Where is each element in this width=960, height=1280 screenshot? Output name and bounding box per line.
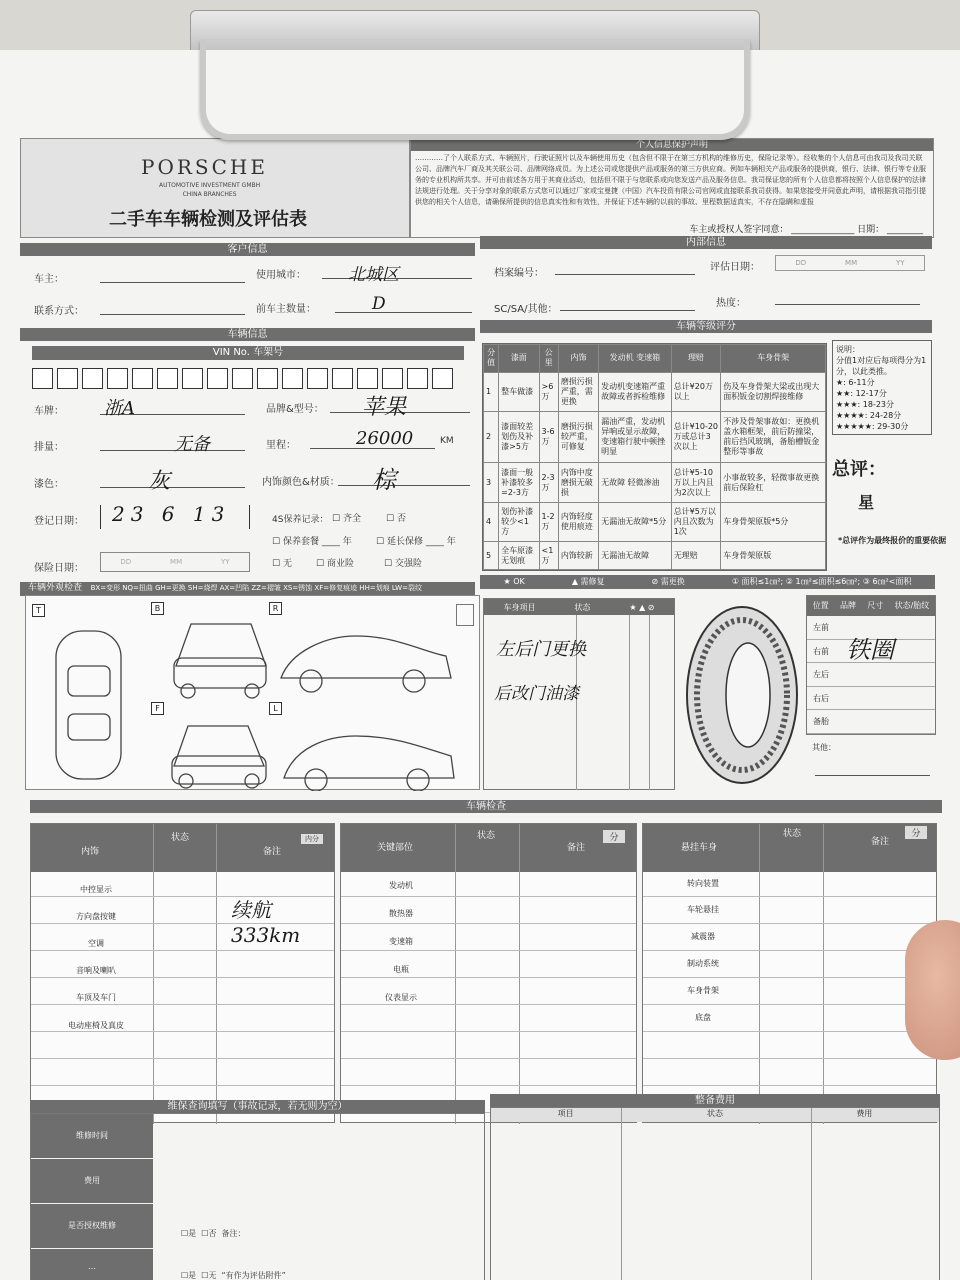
maintenance-header: 维保查询填写（事故记录，若无则为空） <box>30 1100 485 1113</box>
check-row-line <box>31 1085 334 1086</box>
check-item: 电瓶 <box>393 965 409 974</box>
reg-date-handwritten: 23 6 13 <box>112 502 231 526</box>
tire-row: 右后 <box>807 687 935 711</box>
check-row-line <box>31 1058 334 1059</box>
displacement-handwritten: 无备 <box>174 434 210 455</box>
check-item: 变速箱 <box>389 937 413 946</box>
sc-label: SC/SA/其他： <box>494 304 558 315</box>
check-item: 减震器 <box>691 932 715 941</box>
mileage-unit: KM <box>440 436 454 446</box>
inspection-header: 车辆检查 <box>30 800 942 813</box>
service-record-label: 4S保养记录： <box>272 515 329 525</box>
brand-sub: AUTOMOTIVE INVESTMENT GMBH CHINA BRANCHES <box>159 182 261 198</box>
vin-label: VIN No. 车架号 <box>32 346 464 360</box>
brand-model-label: 品牌&型号： <box>266 404 324 415</box>
maint-cost-label: 费用 <box>31 1159 153 1203</box>
check-row-line <box>643 923 936 924</box>
displacement-label: 排量： <box>34 442 64 453</box>
vin-boxes[interactable] <box>32 368 453 389</box>
check-row-line <box>643 1031 936 1032</box>
check-row-line <box>643 950 936 951</box>
reg-date-label: 登记日期： <box>34 516 84 527</box>
check-row-line <box>341 1004 636 1005</box>
maint-authorized-label: 是否授权维修 <box>31 1204 153 1248</box>
file-no-field[interactable] <box>555 274 695 275</box>
tire-note: 铁圈 <box>846 636 894 664</box>
overall-label: 总评： <box>832 459 886 480</box>
check-item: 车顶及车门 <box>76 993 116 1002</box>
privacy-title: 个人信息保护声明 <box>411 139 933 151</box>
grade-row: 5 全车原漆无划痕 <1万 内饰较新 无漏油无故障 无理赔 车身骨架原版 <box>484 542 826 570</box>
check-item: 散热器 <box>389 909 413 918</box>
check-item: 车轮悬挂 <box>687 905 719 914</box>
privacy-statement <box>410 138 934 238</box>
check-item: 音响及喇叭 <box>76 966 116 975</box>
prep-cost-header: 整备费用 <box>490 1094 940 1107</box>
owner-label: 车主： <box>34 274 64 285</box>
check-item: 电动座椅及真皮 <box>68 1021 124 1030</box>
interior-label: 内饰颜色&材质： <box>262 477 340 488</box>
grade-table-head: 分值 漆面 公里 内饰 发动机 变速箱 理赔 车身骨架 <box>484 345 826 373</box>
paint-handwritten: 灰 <box>148 469 171 494</box>
service-none-option[interactable]: ☐ 否 <box>386 514 406 524</box>
inspection-form-paper <box>0 50 960 1280</box>
mileage-label: 里程： <box>266 440 296 451</box>
check-row-line <box>341 977 636 978</box>
check-row-line <box>31 923 334 924</box>
check-item: 底盘 <box>695 1013 711 1022</box>
check-row-line <box>643 977 936 978</box>
tire-row: 左后 <box>807 663 935 687</box>
eval-date-label: 评估日期： <box>710 262 760 273</box>
check-row-line <box>341 923 636 924</box>
check-item: 仪表显示 <box>385 993 417 1002</box>
paint-field[interactable] <box>100 487 245 488</box>
check-item: 发动机 <box>389 881 413 890</box>
interior-handwritten: 棕 <box>372 466 396 494</box>
clipboard-wire <box>200 40 750 140</box>
grade-row: 2 漆面较差划伤及补漆>5方 3-6万 磨损污损较严重，可修复 漏油严重，发动机异响或显示故障，变速箱行驶中顿挫明显 总计¥10-20万或总计3次以上 不涉及骨架事故如：更换机盖水箱框架，前后防撞梁，前后挡风玻璃，备胎槽钣金整形等事故 <box>484 412 826 463</box>
check-row-line <box>643 1058 936 1059</box>
displacement-field[interactable] <box>100 450 245 451</box>
ins-date-label: 保险日期： <box>34 563 84 574</box>
check-row-line <box>643 1004 936 1005</box>
prep-cost-table[interactable]: 项目 状态 费用 <box>490 1107 940 1280</box>
heat-field[interactable] <box>775 304 920 305</box>
check-row-line <box>31 1004 334 1005</box>
ins-commercial-option[interactable]: ☐ 商业险 <box>316 559 354 569</box>
check-row-line <box>31 950 334 951</box>
tire-row: 左前 <box>807 616 935 640</box>
damage-note-1: 左后门更换 <box>496 639 586 660</box>
city-label: 使用城市： <box>256 270 306 281</box>
file-no-label: 档案编号： <box>494 268 544 279</box>
view-tag-top: T <box>32 604 45 617</box>
ins-none-option[interactable]: ☐ 无 <box>272 559 292 569</box>
sc-field[interactable] <box>560 310 695 311</box>
key-parts-panel: 关键部位 状态 备注 分 发动机 散热器 变速箱 电瓶 仪表显示 <box>340 823 637 1123</box>
prev-owners-label: 前车主数量： <box>256 304 316 315</box>
interior-field[interactable] <box>338 485 470 486</box>
grade-header: 车辆等级评分 <box>480 320 932 333</box>
tire-icon <box>682 600 802 790</box>
check-row-line <box>31 977 334 978</box>
tire-row: 右前 <box>807 640 935 664</box>
internal-info-header: 内部信息 <box>480 236 932 249</box>
brand-model-handwritten: 苹果 <box>362 395 407 420</box>
contact-label: 联系方式： <box>34 306 84 317</box>
view-tag-back: B <box>151 602 164 615</box>
thumb <box>905 920 960 1060</box>
tire-row: 备胎 <box>807 710 935 734</box>
check-item: 方向盘按键 <box>76 912 116 921</box>
eval-date-field[interactable]: DD MM YY <box>775 255 925 271</box>
customer-info-header: 客户信息 <box>20 243 475 256</box>
interior-panel: 内饰 状态 备注 内分 中控显示 方向盘按键 空调 音响及喇叭 车顶及车门 电动座椅及真皮 续航333km <box>30 823 335 1123</box>
maint-record-options[interactable]: ☐是 ☐无 “有作为评估附件” <box>181 1271 286 1280</box>
check-row-line <box>31 896 334 897</box>
maint-authorized-options[interactable]: ☐是 ☐否 备注： <box>181 1229 246 1238</box>
other-label: 其他： <box>812 743 836 752</box>
check-row-line <box>341 1058 636 1059</box>
maintenance-table[interactable] <box>30 1113 485 1280</box>
check-item: 空调 <box>88 939 104 948</box>
ins-date-field[interactable]: DD MM YY <box>100 552 250 572</box>
maint-time-label: 维修时间 <box>31 1114 153 1158</box>
grade-table <box>482 343 827 571</box>
grade-row: 1 整车做漆 >6万 磨损污损严重，需更换 发动机变速箱严重故障或者拆检维修 总计¥20万以上 伤及车身骨架大梁或出现大面积钣金切割焊接维修 <box>484 372 826 411</box>
check-row-line <box>341 950 636 951</box>
view-tag-left: L <box>269 702 282 715</box>
exterior-diagram <box>25 595 480 790</box>
prev-owners-handwritten: D <box>372 294 386 314</box>
prev-owners-field[interactable] <box>335 312 472 313</box>
city-handwritten: 北城区 <box>348 265 399 285</box>
exterior-header: 车辆外观检查 BX=变形 NQ=扭曲 GH=更换 SH=烧焊 AX=凹陷 ZZ=褶皱 XS=锈蚀 XF=修复痕迹 HH=划痕 LW=裂纹 <box>20 582 475 596</box>
grade-footer: ★ OK ▲ 需修复 ⊘ 需更换 ① 面积≤1㎝²; ② 1㎝²≤面积≤6㎝²; ③ 6㎝²<面积 <box>480 575 935 589</box>
ext-warranty-option[interactable]: ☐ 延长保修 ____ 年 <box>376 537 456 547</box>
small-box <box>456 604 474 626</box>
damage-note-2: 后改门油漆 <box>494 684 579 704</box>
check-item: 转向装置 <box>687 879 719 888</box>
brand-logo: PORSCHE <box>141 155 268 179</box>
overall-star-field[interactable]: 星 <box>858 493 875 512</box>
owner-field[interactable] <box>100 282 245 283</box>
maint-more-label: … <box>31 1249 153 1280</box>
check-row-line <box>643 1085 936 1086</box>
mileage-handwritten: 26000 <box>356 428 414 449</box>
check-row-line <box>31 1031 334 1032</box>
suspension-panel: 悬挂车身 状态 备注 分 转向装置 车轮悬挂 减震器 制动系统 车身骨架 底盘 <box>642 823 937 1123</box>
check-row-line <box>341 1085 636 1086</box>
other-field[interactable] <box>815 775 930 776</box>
tire-table[interactable]: 位置 品牌 尺寸 状态/胎纹 左前 右前 左后 右后 备胎 <box>806 595 936 735</box>
privacy-signature-line[interactable]: 车主或授权人签字同意： ______________ 日期： ________ <box>689 225 923 235</box>
check-item: 制动系统 <box>687 959 719 968</box>
heat-label: 热度： <box>716 298 746 309</box>
paint-label: 漆色： <box>34 479 64 490</box>
contact-field[interactable] <box>100 314 245 315</box>
grade-row: 4 划伤补漆较少<1方 1-2万 内饰轻度使用痕迹 无漏油无故障*5分 总计¥5万以内且次数为1次 车身骨架原版*5分 <box>484 502 826 541</box>
grade-row: 3 漆面一般补漆较多=2-3方 2-3万 内饰中度磨损无破损 无故障 轻微渗油 总计¥5-10万以上内且为2次以上 小事故较多，轻微事故更换前后保险杠 <box>484 463 826 502</box>
damage-table[interactable]: 车身项目 状态 ★ ▲ ⊘ 左后门更换 后改门油漆 <box>483 598 675 790</box>
check-row-line <box>643 896 936 897</box>
form-title: 二手车车辆检测及评估表 <box>109 209 307 230</box>
check-row-line <box>341 896 636 897</box>
ins-compulsory-option[interactable]: ☐ 交强险 <box>384 559 422 569</box>
car-outlines <box>26 596 481 791</box>
view-tag-front: F <box>151 702 164 715</box>
plate-label: 车牌： <box>34 406 64 417</box>
plate-handwritten: 浙A <box>104 398 135 419</box>
service-complete-option[interactable]: ☐ 齐全 <box>332 514 361 524</box>
check-row-line <box>341 1031 636 1032</box>
vehicle-info-header: 车辆信息 <box>20 328 475 341</box>
view-tag-right: R <box>269 602 282 615</box>
interior-note: 续航333km <box>231 898 301 947</box>
privacy-body: …………了个人联系方式、车辆照片，行驶证照片以及车辆使用历史（包含但不限于在第三方机构的维修历史，保险记录等）。经收集的个人信息可由我司及我司关联公司、品牌汽车厂商及其关联公司、品牌网络成员。为上述公司或您提供产品或服务的第三方供应商。例如车辆相关产品或服务的提供商，银行、法律、银行等专业服务的专业机构所共享。并可由前述各方用于其商业活动，包括但不限于与您联系或向您发送产品及服务信息。我司保证您的所有个人信息都将按照个人信息保护的法律法规进行处理。关于分享对象的联系方式您可以通过厂家或宝曼捷（中国）汽车投资有限公司官网或直接联系我司获得。如果您接受并同意此声明，请根据我司指引提供您的相关个人信息，请确保所提供的信息真实性和有效性，并保证下述车辆的以前的事故、里程数据适真实，不存在隐瞒和虚报 <box>415 154 926 206</box>
check-item: 车身骨架 <box>687 986 719 995</box>
maint-pkg-option[interactable]: ☐ 保养套餐 ____ 年 <box>272 537 352 547</box>
grade-legend: 说明： 分值1对应后每项得分为1分，以此类推。 ★: 6-11分 ★★: 12-17分 ★★★: 18-23分 ★★★★: 24-28分 ★★★★★: 29-30分 <box>832 340 932 435</box>
form-header <box>20 138 410 238</box>
check-item: 中控显示 <box>80 885 112 894</box>
overall-note: *总评作为最终报价的重要依据 <box>838 536 947 545</box>
